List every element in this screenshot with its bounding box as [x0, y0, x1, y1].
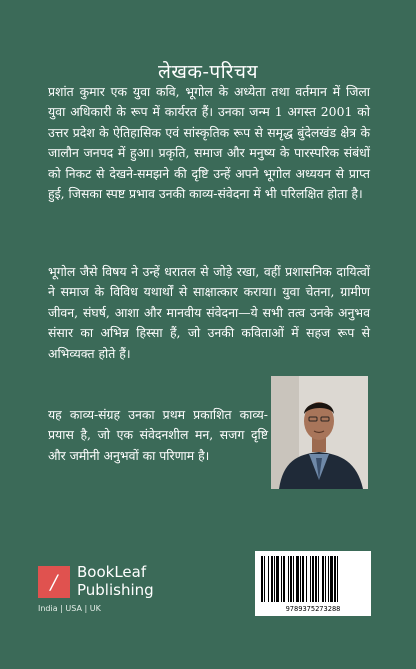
- barcode-bar: [318, 556, 319, 602]
- barcode-bar: [300, 556, 301, 602]
- barcode-bar: [264, 556, 265, 602]
- barcode-bar: [290, 556, 292, 602]
- publisher-name: [77, 563, 154, 599]
- barcode-bar: [325, 556, 326, 602]
- isbn-barcode: [255, 551, 371, 616]
- author-photo: [271, 376, 368, 489]
- barcode-bar: [261, 556, 263, 602]
- barcode-bar: [302, 556, 304, 602]
- barcode-bar: [281, 556, 282, 602]
- bookleaf-logo-icon: /: [38, 566, 70, 598]
- barcode-bar: [310, 556, 311, 602]
- barcode-bar: [328, 556, 329, 602]
- author-portrait-image: [271, 376, 368, 489]
- publisher-name-line1: BookLeaf: [77, 563, 147, 581]
- barcode-bar: [315, 556, 317, 602]
- barcode-bar: [274, 556, 275, 602]
- barcode-bars: [259, 556, 367, 602]
- bio-paragraph-2: भूगोल जैसे विषय ने उन्हें धरातल से जोड़े रखा, वहीं प्रशासनिक दायित्वों ने समाज के विविध यथार्थों से साक्षात्कार कराया। युवा चेतना, ग्रामीण जीवन, संघर्ष, आशा और मानवीय संवेदना—ये सभी तत्व उनके अनुभव संसार का अभिन्न हिस्सा हैं, जो उनकी कविताओं में सहज रूप से अभिव्यक्त होते हैं।: [48, 264, 370, 361]
- barcode-bar: [296, 556, 299, 602]
- barcode-bar: [312, 556, 314, 602]
- barcode-bar: [330, 556, 333, 602]
- barcode-bar: [271, 556, 273, 602]
- barcode-bar: [337, 556, 338, 602]
- barcode-bar: [334, 556, 336, 602]
- barcode-bar: [268, 556, 269, 602]
- barcode-bar: [293, 556, 294, 602]
- isbn-number: 9789375273288: [285, 605, 341, 613]
- barcode-bar: [322, 556, 324, 602]
- barcode-bar: [283, 556, 285, 602]
- barcode-bar: [288, 556, 289, 602]
- barcode-bar: [306, 556, 307, 602]
- barcode-bar: [276, 556, 279, 602]
- bio-paragraph-1: प्रशांत कुमार एक युवा कवि, भूगोल के अध्येता तथा वर्तमान में जिला युवा अधिकारी के रूप में कार्यरत हैं। उनका जन्म 1 अगस्त 2001 को उत्तर प्रदेश के ऐतिहासिक एवं सांस्कृतिक रूप से समृद्ध बुंदेलखंड क्षेत्र के जालौन जनपद में हुआ। प्रकृति, समाज और मनुष्य के पारस्परिक संबंधों को निकट से देखने-समझने की दृष्टि उन्हें अपने भूगोल अध्ययन से प्राप्त हुई, जिसका स्पष्ट प्रभाव उनकी काव्य-संवेदना में भी परिलक्षित होता है।: [48, 84, 370, 202]
- publisher-regions: India | USA | UK: [38, 604, 101, 613]
- bio-paragraph-3: यह काव्य-संग्रह उनका प्रथम प्रकाशित काव्य-प्रयास है, जो एक संवेदनशील मन, सजग दृष्टि और जमीनी अनुभवों का परिणाम है।: [48, 407, 268, 463]
- publisher-name-line2: Publishing: [77, 581, 154, 599]
- page-title: लेखक-परिचय: [157, 61, 258, 83]
